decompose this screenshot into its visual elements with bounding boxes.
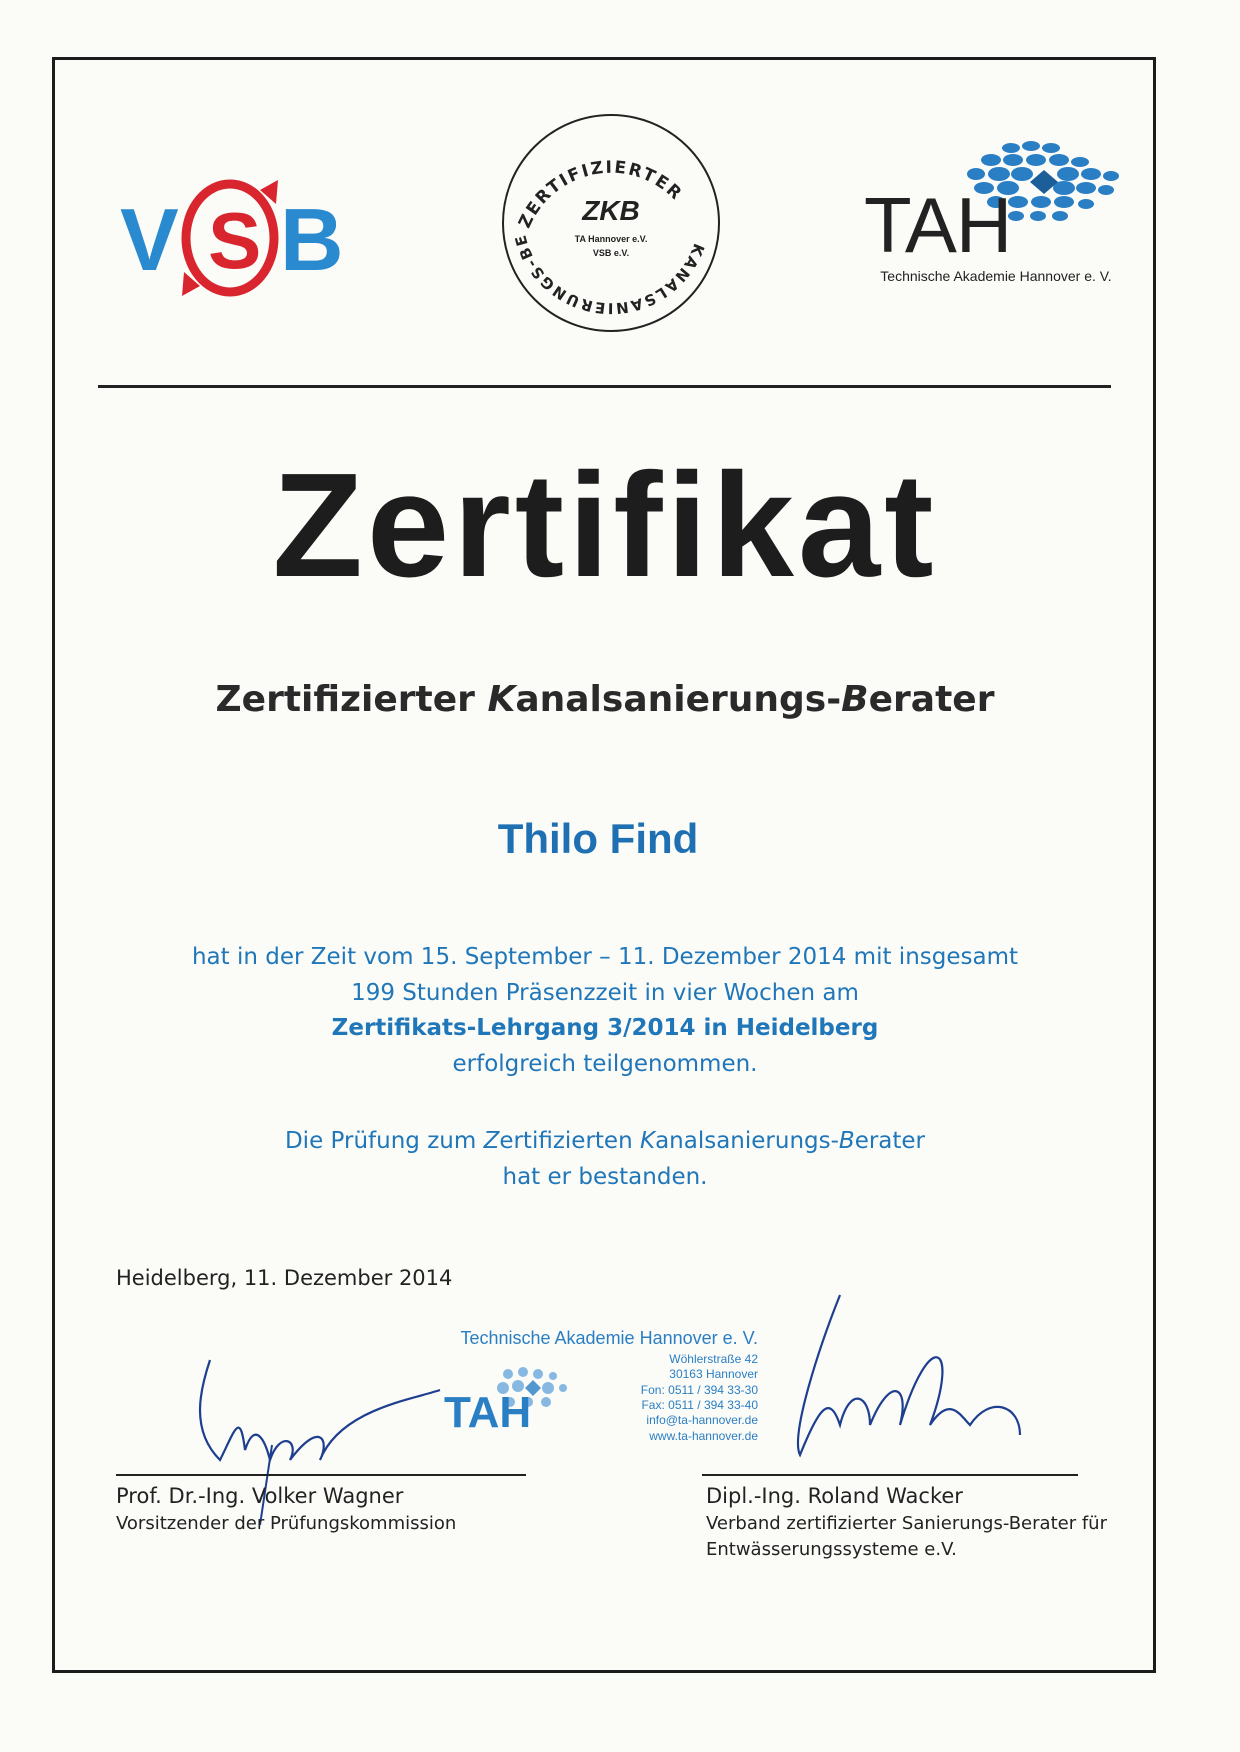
exam-prefix: Die Prüfung zum bbox=[284, 1128, 484, 1154]
vsb-logo bbox=[120, 170, 360, 310]
signature-wacker bbox=[760, 1285, 1060, 1485]
signature-line-right bbox=[702, 1474, 1078, 1476]
stamp-line: info@ta-hannover.de bbox=[646, 1413, 758, 1428]
exam-statement bbox=[0, 1124, 1210, 1195]
body-line-2: 199 Stunden Präsenzzeit in vier Wochen am bbox=[351, 979, 859, 1006]
tah-wordmark: TAH bbox=[864, 181, 1012, 269]
subtitle-k: K bbox=[487, 679, 516, 720]
svg-text:VSB e.V.: VSB e.V. bbox=[592, 248, 630, 258]
zkb-seal bbox=[496, 108, 726, 338]
tah-logo bbox=[856, 140, 1136, 300]
signature-line-left bbox=[116, 1474, 526, 1476]
subtitle-b: B bbox=[841, 679, 869, 720]
certificate-title: Zertifikat bbox=[272, 443, 938, 608]
body-line-1: hat in der Zeit vom 15. September – 11. Dezember 2014 mit insgesamt bbox=[191, 944, 1019, 970]
exam-mid1: ertifizierten bbox=[499, 1128, 640, 1154]
exam-b: B bbox=[838, 1128, 855, 1154]
svg-text:S: S bbox=[208, 196, 262, 285]
exam-line-2: hat er bestanden. bbox=[502, 1163, 708, 1190]
stamp-line: Wöhlerstraße 42 bbox=[669, 1352, 758, 1366]
svg-text:V: V bbox=[120, 190, 179, 289]
signatory-right-name: Dipl.-Ing. Roland Wacker bbox=[706, 1484, 963, 1508]
svg-text:ZKB: ZKB bbox=[582, 195, 640, 226]
svg-text:B: B bbox=[280, 190, 344, 289]
stamp-line: Fax: 0511 / 394 33-40 bbox=[641, 1398, 758, 1413]
certificate-subtitle bbox=[0, 680, 1210, 720]
svg-text:KANALSANIERUNGS-BERATER: KANALSANIERUNGS-BE bbox=[511, 231, 708, 318]
recipient-name: Thilo Find bbox=[497, 815, 699, 862]
signatory-right bbox=[706, 1482, 1107, 1562]
signatory-left-name: Prof. Dr.-Ing. Volker Wagner bbox=[116, 1484, 404, 1508]
svg-text:TA Hannover e.V.: TA Hannover e.V. bbox=[574, 234, 648, 244]
subtitle-part2: analsanierungs- bbox=[515, 679, 842, 720]
place-date: Heidelberg, 11. Dezember 2014 bbox=[116, 1266, 453, 1290]
signatory-right-role-2: Entwässerungssysteme e.V. bbox=[706, 1538, 957, 1560]
exam-suffix: erater bbox=[854, 1128, 926, 1154]
exam-mid2: analsanierungs- bbox=[655, 1128, 839, 1154]
stamp-heading: Technische Akademie Hannover e. V. bbox=[460, 1328, 758, 1348]
subtitle-part1: Zertifizierter bbox=[215, 679, 488, 720]
tah-subtitle: Technische Akademie Hannover e. V. bbox=[880, 268, 1112, 284]
stamp-line: Fon: 0511 / 394 33-30 bbox=[640, 1382, 758, 1397]
exam-line-1 bbox=[0, 1124, 1210, 1160]
body-line-4: erfolgreich teilgenommen. bbox=[452, 1050, 758, 1077]
exam-k: K bbox=[639, 1128, 656, 1154]
stamp-line: www.ta-hannover.de bbox=[649, 1428, 758, 1443]
signatory-right-role-1: Verband zertifizierter Sanierungs-Berater für bbox=[706, 1513, 1107, 1535]
svg-text:ZERTIFIZIERTER: ZERTIFIZIERTER bbox=[515, 157, 687, 232]
signatory-left bbox=[116, 1482, 456, 1537]
certificate-body bbox=[0, 940, 1210, 1083]
subtitle-part3: erater bbox=[868, 679, 995, 720]
body-line-3: Zertifikats-Lehrgang 3/2014 in Heidelberg bbox=[331, 1015, 879, 1042]
stamp-line: 30163 Hannover bbox=[669, 1367, 758, 1382]
exam-z: Z bbox=[483, 1128, 500, 1154]
tah-stamp bbox=[428, 1328, 758, 1458]
header-divider bbox=[98, 385, 1111, 388]
signatory-left-role: Vorsitzender der Prüfungskommission bbox=[116, 1513, 457, 1535]
stamp-logo: TAH bbox=[444, 1388, 532, 1437]
stamp-address bbox=[641, 1352, 758, 1444]
